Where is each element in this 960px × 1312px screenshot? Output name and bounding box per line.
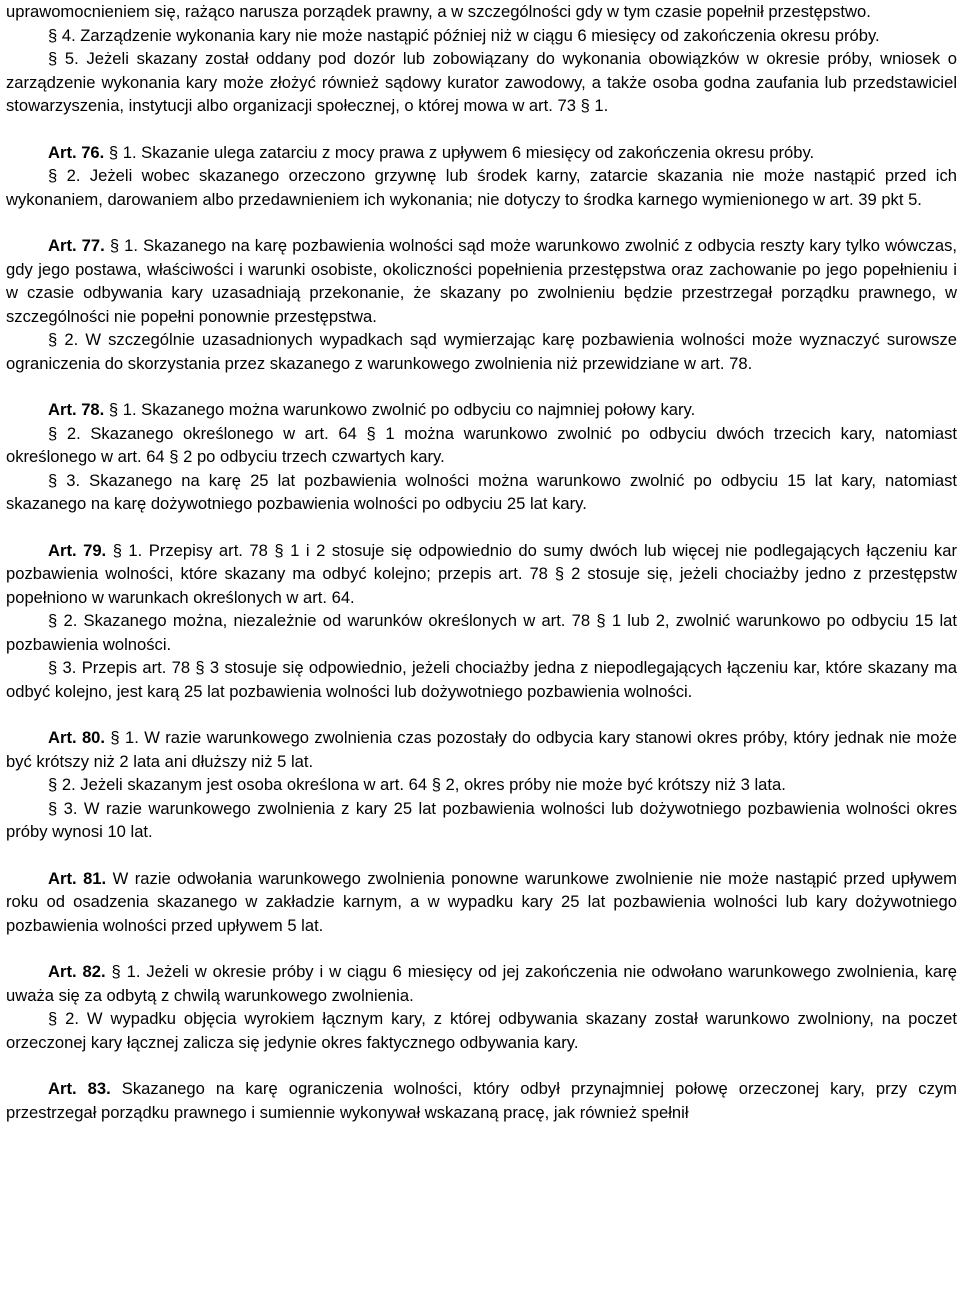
paragraph-text: § 1. Skazanego na karę pozbawienia wolności sąd może warunkowo zwolnić z odbycia reszty kary tylko wówczas, gdy jego postawa, właściwości i warunki osobiste, okoliczności popełnienia przestępstwa oraz zachowanie po jego popełnieniu i w czasie odbywania kary uzasadniają przekonanie, że skazany po zwolnieniu będzie przestrzegał porządku prawnego, w szczególności nie popełni ponownie przestępstwa. xyxy=(6,236,957,326)
paragraph-text: § 1. W razie warunkowego zwolnienia czas pozostały do odbycia kary stanowi okres próby, który jednak nie może być krótszy niż 2 lata ani dłuższy niż 5 lat. xyxy=(6,728,957,771)
article-83 xyxy=(6,1077,957,1124)
article-79-para-2 xyxy=(6,609,957,656)
paragraph-text: § 3. Skazanego na karę 25 lat pozbawienia wolności można warunkowo zwolnić po odbyciu 15 lat kary, natomiast skazanego na karę dożywotniego pozbawienia wolności po odbyciu 25 lat kary. xyxy=(6,470,957,513)
article-76-para-1 xyxy=(6,141,957,165)
paragraph-text: § 3. Przepis art. 78 § 3 stosuje się odpowiednio, jeżeli chociażby jedna z niepodlegających łączeniu kar, które skazany ma odbyć kolejno, jest karą 25 lat pozbawienia wolności lub dożywotniego pozbawienia wolności. xyxy=(6,658,957,701)
article-76-para-2 xyxy=(6,164,957,211)
article-heading: Art. 79. xyxy=(48,540,107,560)
document-page xyxy=(6,0,957,1312)
paragraph-text: § 1. Skazanego można warunkowo zwolnić po odbyciu co najmniej połowy kary. xyxy=(104,400,696,419)
article-heading: Art. 80. xyxy=(48,728,106,747)
article-82-para-1 xyxy=(6,960,957,1007)
paragraph-text: § 2. W szczególnie uzasadnionych wypadkach sąd wymierzając karę pozbawienia wolności może wyznaczyć surowsze ograniczenia do skorzystania przez skazanego z warunkowego zwolnienia niż przewidziane w art. 78. xyxy=(6,330,957,373)
paragraph-text: § 1. Przepisy art. 78 § 1 i 2 stosuje się odpowiednio do sumy dwóch lub więcej nie podlegających łączeniu kar pozbawienia wolności, które skazany ma odbyć kolejno; przepis art. 78 § 2 stosuje się, jeżeli chociażby jedno z przestępstw popełniono w warunkach określonych w art. 64. xyxy=(6,540,957,607)
article-80-para-3 xyxy=(6,797,957,844)
article-81 xyxy=(6,867,957,938)
article-heading: Art. 78. xyxy=(48,400,105,419)
article-79-para-3 xyxy=(6,656,957,703)
article-heading: Art. 83. xyxy=(48,1079,111,1098)
paragraph-text: § 2. Jeżeli skazanym jest osoba określona w art. 64 § 2, okres próby nie może być krótszy niż 3 lata. xyxy=(48,775,786,794)
paragraph-p0 xyxy=(6,0,957,24)
article-77-para-1 xyxy=(6,234,957,328)
paragraph-p2 xyxy=(6,47,957,118)
paragraph-text: § 4. Zarządzenie wykonania kary nie może nastąpić później niż w ciągu 6 miesięcy od zakończenia okresu próby. xyxy=(48,25,880,45)
article-78-para-2 xyxy=(6,422,957,469)
paragraph-text: uprawomocnieniem się, rażąco narusza porządek prawny, a w szczególności gdy w tym czasie popełnił przestępstwo. xyxy=(6,2,871,21)
paragraph-text: § 3. W razie warunkowego zwolnienia z kary 25 lat pozbawienia wolności lub dożywotniego pozbawienia wolności okres próby wynosi 10 lat. xyxy=(6,798,957,841)
article-heading: Art. 76. xyxy=(48,142,105,162)
paragraph-text: § 2. Skazanego można, niezależnie od warunków określonych w art. 78 § 1 lub 2, zwolnić warunkowo po odbyciu 15 lat pozbawienia wolności. xyxy=(6,611,957,654)
paragraph-text: § 1. Jeżeli w okresie próby i w ciągu 6 miesięcy od jej zakończenia nie odwołano warunkowego zwolnienia, karę uważa się za odbytą z chwilą warunkowego zwolnienia. xyxy=(6,962,957,1005)
article-heading: Art. 81. xyxy=(48,868,107,888)
paragraph-text: Skazanego na karę ograniczenia wolności, który odbył przynajmniej połowę orzeczonej kary, przy czym przestrzegał porządku prawnego i sumiennie wykonywał wskazaną pracę, jak również spełnił xyxy=(6,1079,957,1122)
article-80-para-2 xyxy=(6,773,957,797)
article-heading: Art. 82. xyxy=(48,962,106,981)
article-82-para-2 xyxy=(6,1007,957,1054)
paragraph-p1 xyxy=(6,24,957,48)
article-heading: Art. 77. xyxy=(48,236,105,255)
paragraph-text: § 5. Jeżeli skazany został oddany pod dozór lub zobowiązany do wykonania obowiązków w okresie próby, wniosek o zarządzenie wykonania kary może złożyć również sądowy kurator zawodowy, a także osoba godna zaufania lub przedstawiciel stowarzyszenia, instytucji albo organizacji społecznej, o której mowa w art. 73 § 1. xyxy=(6,49,957,115)
article-78-para-3 xyxy=(6,469,957,516)
article-80-para-1 xyxy=(6,726,957,773)
paragraph-text: § 1. Skazanie ulega zatarciu z mocy prawa z upływem 6 miesięcy od zakończenia okresu próby. xyxy=(104,142,815,162)
paragraph-text: § 2. Jeżeli wobec skazanego orzeczono grzywnę lub środek karny, zatarcie skazania nie może nastąpić przed ich wykonaniem, darowaniem albo przedawnieniem ich wykonania; nie dotyczy to środka karnego wymienionego w art. 39 pkt 5. xyxy=(6,166,957,209)
paragraph-text: W razie odwołania warunkowego zwolnienia ponowne warunkowe zwolnienie nie może nastąpić przed upływem roku od osadzenia skazanego w zakładzie karnym, a w wypadku kary 25 lat pozbawienia wolności lub kary dożywotniego pozbawienia wolności przed upływem 5 lat. xyxy=(6,868,957,935)
article-77-para-2 xyxy=(6,328,957,375)
article-78-para-1 xyxy=(6,398,957,422)
article-79-para-1 xyxy=(6,539,957,610)
paragraph-text: § 2. Skazanego określonego w art. 64 § 1 można warunkowo zwolnić po odbyciu dwóch trzecich kary, natomiast określonego w art. 64 § 2 po odbyciu trzech czwartych kary. xyxy=(6,423,957,466)
paragraph-text: § 2. W wypadku objęcia wyrokiem łącznym kary, z której odbywania skazany został warunkowo zwolniony, na poczet orzeczonej kary łącznej zalicza się jedynie okres faktycznego odbywania kary. xyxy=(6,1009,957,1052)
